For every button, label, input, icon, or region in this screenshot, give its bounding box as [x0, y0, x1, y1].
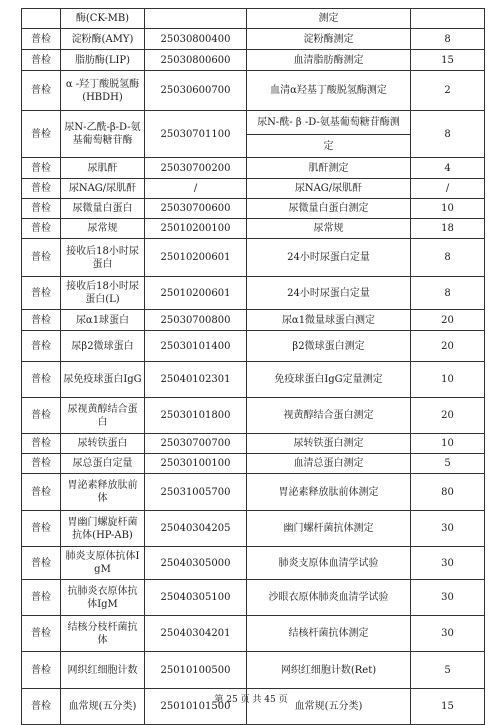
price-cell: 30: [411, 580, 485, 616]
fee-item-cell: 血清脂肪酶测定: [247, 50, 411, 71]
price-cell: 5: [411, 652, 485, 689]
price-cell: 30: [411, 547, 485, 580]
table-row: [22, 474, 485, 511]
fee-table: [21, 8, 485, 725]
fee-code-cell: 25030700600: [145, 199, 247, 219]
fee-item-cell: 幽门螺杆菌抗体测定: [247, 511, 411, 547]
table-row: [22, 219, 485, 239]
category-cell: 普检: [22, 616, 61, 652]
fee-item-cell: 血清总蛋白测定: [247, 454, 411, 474]
category-cell: 普检: [22, 454, 61, 474]
table-row: [22, 331, 485, 362]
table-row: [22, 616, 485, 652]
item-name-cell: 酶(CK-MB): [61, 9, 145, 29]
category-cell: 普检: [22, 179, 61, 199]
fee-code-cell: 25030800400: [145, 29, 247, 50]
fee-code-cell: 25030701100: [145, 111, 247, 158]
table-row: [22, 9, 485, 29]
fee-item-cell: 免疫球蛋白IgG定量测定: [247, 362, 411, 398]
item-name-cell: 尿视黄醇结合蛋白: [61, 398, 145, 434]
table-row: [22, 111, 485, 135]
fee-item-cell: 24小时尿蛋白定量: [247, 277, 411, 310]
item-name-cell: 肺炎支原体抗体IgM: [61, 547, 145, 580]
table-row: [22, 50, 485, 71]
price-cell: 10: [411, 434, 485, 454]
category-cell: 普检: [22, 111, 61, 158]
fee-item-cell: 尿α1微量球蛋白测定: [247, 310, 411, 331]
item-name-cell: 淀粉酶(AMY): [61, 29, 145, 50]
item-name-cell: 抗肺炎衣原体抗体IgM: [61, 580, 145, 616]
category-cell: 普检: [22, 29, 61, 50]
item-name-cell: 尿常规: [61, 219, 145, 239]
category-cell: 普检: [22, 474, 61, 511]
fee-code-cell: 25040102301: [145, 362, 247, 398]
item-name-cell: 尿α1球蛋白: [61, 310, 145, 331]
category-cell: 普检: [22, 71, 61, 111]
fee-code-cell: /: [145, 179, 247, 199]
fee-item-cell: 胃泌素释放肽前体测定: [247, 474, 411, 511]
table-row: [22, 398, 485, 434]
item-name-cell: 胃幽门螺旋杆菌抗体(HP-AB): [61, 511, 145, 547]
category-cell: 普检: [22, 511, 61, 547]
fee-code-cell: 25030700800: [145, 310, 247, 331]
category-cell: 普检: [22, 434, 61, 454]
page-number-footer: 第 25 页 共 45 页: [214, 695, 288, 705]
item-name-cell: 脂肪酶(LIP): [61, 50, 145, 71]
price-cell: 80: [411, 474, 485, 511]
fee-code-cell: 25040305100: [145, 580, 247, 616]
fee-item-cell: 网织红细胞计数(Ret): [247, 652, 411, 689]
price-cell: 8: [411, 29, 485, 50]
table-row: [22, 434, 485, 454]
fee-code-cell: 25040304205: [145, 511, 247, 547]
fee-item-cell: 视黄醇结合蛋白测定: [247, 398, 411, 434]
category-cell: 普检: [22, 362, 61, 398]
fee-code-cell: 25030800600: [145, 50, 247, 71]
item-name-cell: 尿微量白蛋白: [61, 199, 145, 219]
price-cell: 10: [411, 199, 485, 219]
fee-code-cell: [145, 9, 247, 29]
fee-code-cell: 25030101400: [145, 331, 247, 362]
price-cell: 8: [411, 111, 485, 158]
table-row: [22, 179, 485, 199]
table-row: [22, 29, 485, 50]
price-cell: 20: [411, 310, 485, 331]
category-cell: 普检: [22, 547, 61, 580]
price-cell: 8: [411, 277, 485, 310]
fee-code-cell: 25030600700: [145, 71, 247, 111]
item-name-cell: 血常规(五分类): [61, 689, 145, 725]
item-name-cell: α -羟丁酸脱氢酶(HBDH): [61, 71, 145, 111]
category-cell: 普检: [22, 158, 61, 179]
item-name-cell: 尿肌酐: [61, 158, 145, 179]
table-row: [22, 547, 485, 580]
fee-item-cell: 肺炎支原体血清学试验: [247, 547, 411, 580]
item-name-cell: 尿NAG/尿肌酐: [61, 179, 145, 199]
item-name-cell: 结核分枝杆菌抗体: [61, 616, 145, 652]
category-cell: 普检: [22, 219, 61, 239]
category-cell: 普检: [22, 199, 61, 219]
item-name-cell: 尿转铁蛋白: [61, 434, 145, 454]
price-cell: 4: [411, 158, 485, 179]
item-name-cell: 接收后18小时尿蛋白: [61, 239, 145, 277]
fee-item-cell: 淀粉酶测定: [247, 29, 411, 50]
table-row: [22, 71, 485, 111]
fee-item-cell: 尿N-酰- β -D-氨基葡萄糖苷酶测: [247, 111, 411, 135]
price-cell: 30: [411, 511, 485, 547]
fee-table-body: [22, 9, 485, 725]
price-cell: 15: [411, 50, 485, 71]
fee-item-cell: 血清α羟基丁酸脱氢酶测定: [247, 71, 411, 111]
table-row: [22, 454, 485, 474]
fee-item-cell: 尿NAG/尿肌酐: [247, 179, 411, 199]
table-row: [22, 239, 485, 277]
category-cell: [22, 9, 61, 29]
item-name-cell: 胃泌素释放肽前体: [61, 474, 145, 511]
fee-item-cell: 沙眼衣原体肺炎血清学试验: [247, 580, 411, 616]
table-row: [22, 511, 485, 547]
fee-code-cell: 25010100500: [145, 652, 247, 689]
price-cell: 20: [411, 398, 485, 434]
table-row: [22, 652, 485, 689]
fee-item-cell: 24小时尿蛋白定量: [247, 239, 411, 277]
price-cell: [411, 9, 485, 29]
category-cell: 普检: [22, 50, 61, 71]
fee-item-cell-continued: 定: [247, 135, 411, 158]
item-name-cell: 尿总蛋白定量: [61, 454, 145, 474]
price-cell: 15: [411, 689, 485, 725]
fee-code-cell: 25010200100: [145, 219, 247, 239]
price-cell: 18: [411, 219, 485, 239]
fee-code-cell: 25030100100: [145, 454, 247, 474]
price-cell: 5: [411, 454, 485, 474]
category-cell: 普检: [22, 277, 61, 310]
fee-code-cell: 25030700200: [145, 158, 247, 179]
fee-item-cell: 测定: [247, 9, 411, 29]
table-row: [22, 310, 485, 331]
fee-code-cell: 25040304201: [145, 616, 247, 652]
category-cell: 普检: [22, 310, 61, 331]
fee-code-cell: 25030700700: [145, 434, 247, 454]
fee-code-cell: 25040305000: [145, 547, 247, 580]
fee-code-cell: 25030101800: [145, 398, 247, 434]
fee-item-cell: 尿转铁蛋白测定: [247, 434, 411, 454]
item-name-cell: 网织红细胞计数: [61, 652, 145, 689]
table-row: [22, 158, 485, 179]
item-name-cell: 尿β2微球蛋白: [61, 331, 145, 362]
table-row: [22, 277, 485, 310]
fee-item-cell: 血常规(五分类): [247, 689, 411, 725]
item-name-cell: 尿N-乙酰-β-D-氨基葡萄糖苷酶: [61, 111, 145, 158]
fee-item-cell: 尿微量白蛋白测定: [247, 199, 411, 219]
table-row: [22, 580, 485, 616]
item-name-cell: 接收后18小时尿蛋白(L): [61, 277, 145, 310]
price-cell: 20: [411, 331, 485, 362]
price-cell: 2: [411, 71, 485, 111]
item-name-cell: 尿免疫球蛋白IgG: [61, 362, 145, 398]
fee-code-cell: 25031005700: [145, 474, 247, 511]
category-cell: 普检: [22, 652, 61, 689]
fee-code-cell: 25010200601: [145, 277, 247, 310]
category-cell: 普检: [22, 398, 61, 434]
price-cell: 8: [411, 239, 485, 277]
price-cell: /: [411, 179, 485, 199]
price-cell: 30: [411, 616, 485, 652]
category-cell: 普检: [22, 239, 61, 277]
table-row: [22, 362, 485, 398]
fee-item-cell: 结核杆菌抗体测定: [247, 616, 411, 652]
category-cell: 普检: [22, 580, 61, 616]
fee-item-cell: β2微球蛋白测定: [247, 331, 411, 362]
category-cell: 普检: [22, 331, 61, 362]
price-cell: 10: [411, 362, 485, 398]
fee-item-cell: 肌酐测定: [247, 158, 411, 179]
category-cell: 普检: [22, 689, 61, 725]
fee-item-cell: 尿常规: [247, 219, 411, 239]
fee-code-cell: 25010101500: [145, 689, 247, 725]
fee-code-cell: 25010200601: [145, 239, 247, 277]
table-row: [22, 199, 485, 219]
